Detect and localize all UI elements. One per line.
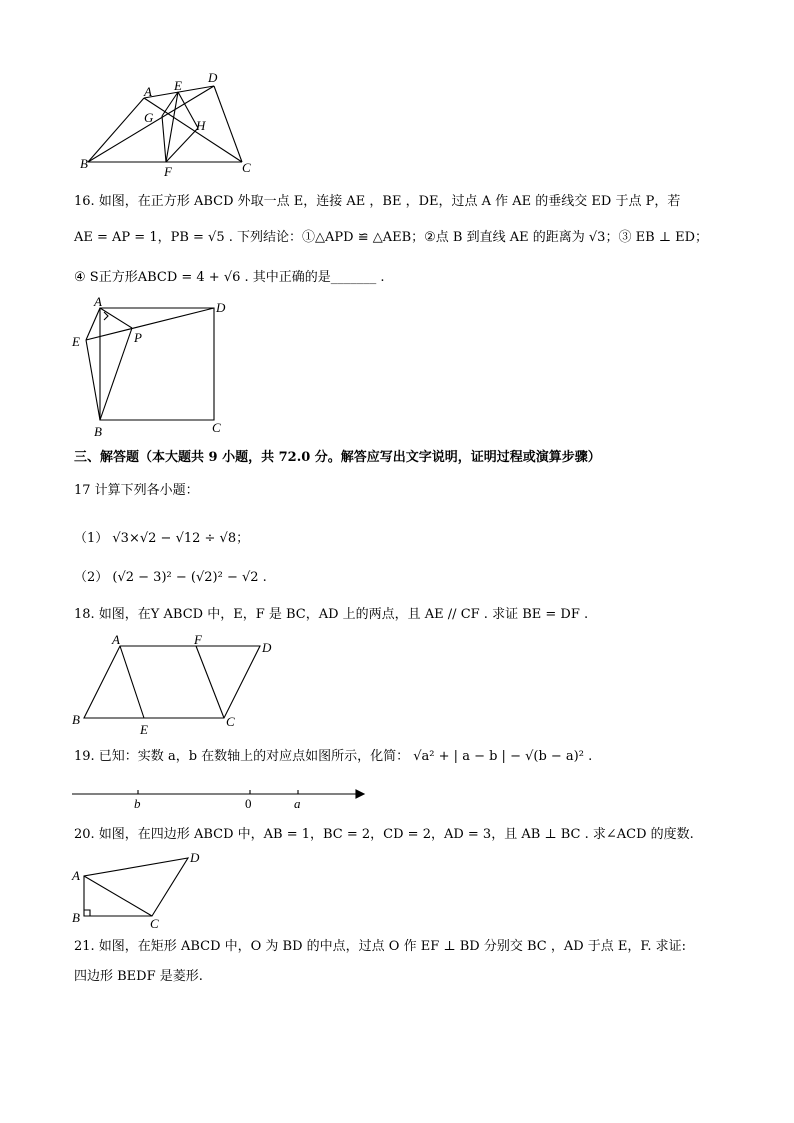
figure-q15 xyxy=(78,68,268,180)
axis-label-b: b xyxy=(134,796,141,811)
label-P: P xyxy=(134,330,142,345)
label-F: F xyxy=(194,632,202,647)
q18-text: 18. 如图，在Y ABCD 中，E，F 是 BC，AD 上的两点，且 AE // CF . 求证 BE = DF . xyxy=(74,607,589,622)
label-D: D xyxy=(216,300,226,315)
q17-item2: （2） (√2 − 3)² − (√2)² − √2 . xyxy=(74,570,267,585)
label-E: E xyxy=(174,78,182,93)
axis-label-a: a xyxy=(294,796,301,811)
q21-line2: 四边形 BEDF 是菱形. xyxy=(74,969,203,984)
figure-q18 xyxy=(68,628,288,740)
label-G: G xyxy=(144,110,154,125)
label-D: D xyxy=(190,850,200,865)
label-C: C xyxy=(212,420,221,435)
q17-title: 17 计算下列各小题： xyxy=(74,483,199,498)
q17-item1: （1） √3×√2 − √12 ÷ √8； xyxy=(74,531,250,546)
axis-label-0: 0 xyxy=(245,796,252,811)
label-A: A xyxy=(72,868,80,883)
label-D: D xyxy=(262,640,272,655)
label-C: C xyxy=(242,160,251,175)
label-A: A xyxy=(94,294,102,309)
section3-title: 三、解答题（本大题共 9 小题，共 72.0 分。解答应写出文字说明，证明过程或演算步骤） xyxy=(74,450,601,465)
figure-q20 xyxy=(68,848,218,930)
number-line xyxy=(70,784,370,814)
label-A: A xyxy=(144,84,152,99)
label-B: B xyxy=(72,910,80,925)
label-C: C xyxy=(226,714,235,729)
label-B: B xyxy=(94,424,102,439)
label-H: H xyxy=(196,118,206,133)
label-B: B xyxy=(80,156,88,171)
label-B: B xyxy=(72,712,80,727)
q16-line3: ④ S正方形ABCD = 4 + √6 . 其中正确的是_______ . xyxy=(74,270,385,285)
q21-line1: 21. 如图，在矩形 ABCD 中，O 为 BD 的中点，过点 O 作 EF ⊥ BD 分别交 BC ，AD 于点 E，F. 求证: xyxy=(74,939,687,954)
figure-q16 xyxy=(68,296,238,441)
label-F: F xyxy=(164,164,172,179)
q16-line2: AE = AP = 1，PB = √5 . 下列结论：①△APD ≌ △AEB；②点 B 到直线 AE 的距离为 √3；③ EB ⊥ ED； xyxy=(74,230,709,245)
q16-line1: 16. 如图，在正方形 ABCD 外取一点 E，连接 AE ，BE ，DE，过点 A 作 AE 的垂线交 ED 于点 P，若 xyxy=(74,194,681,209)
label-E: E xyxy=(72,334,80,349)
q20-text: 20. 如图，在四边形 ABCD 中，AB = 1，BC = 2，CD = 2，AD = 3，且 AB ⊥ BC . 求∠ACD 的度数. xyxy=(74,827,694,842)
label-C: C xyxy=(150,916,159,931)
label-E: E xyxy=(140,722,148,737)
q19-text: 19. 已知：实数 a，b 在数轴上的对应点如图所示，化简： √a² + | a − b | − √(b − a)² . xyxy=(74,749,593,764)
label-A: A xyxy=(112,632,120,647)
label-D: D xyxy=(208,70,218,85)
